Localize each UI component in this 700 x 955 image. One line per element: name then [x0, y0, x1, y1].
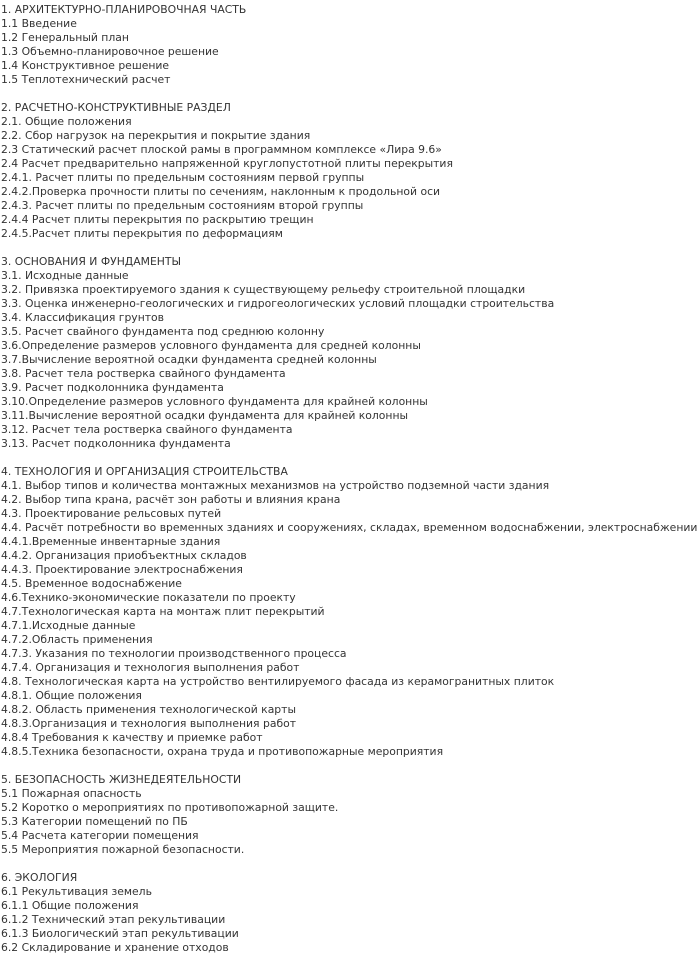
- toc-item: 3.8. Расчет тела ростверка свайного фундамента: [1, 367, 286, 380]
- toc-item: 4.3. Проектирование рельсовых путей: [1, 507, 222, 520]
- toc-item: 6.1 Рекультивация земель: [1, 885, 152, 898]
- toc-item: 2.3 Статический расчет плоской рамы в программном комплексе «Лира 9.6»: [1, 143, 442, 156]
- toc-item: 4.7.Технологическая карта на монтаж плит перекрытий: [1, 605, 325, 618]
- toc-item: 4.7.4. Организация и технология выполнения работ: [1, 661, 300, 674]
- toc-item: 4.8.5.Техника безопасности, охрана труда и противопожарные мероприятия: [1, 745, 444, 758]
- toc-item: 3.7.Вычисление вероятной осадки фундамента средней колонны: [1, 353, 377, 366]
- toc-item: 4.7.2.Область применения: [1, 633, 153, 646]
- section-heading: 4. ТЕХНОЛОГИЯ И ОРГАНИЗАЦИЯ СТРОИТЕЛЬСТВА: [1, 465, 288, 478]
- toc-item: 6.1.2 Технический этап рекультивации: [1, 913, 226, 926]
- toc-item: 4.4. Расчёт потребности во временных зданиях и сооружениях, складах, временном водоснабжении, электроснабжении: [1, 521, 698, 534]
- toc-item: 4.4.1.Временные инвентарные здания: [1, 535, 221, 548]
- table-of-contents: [1, 3, 700, 955]
- toc-item: 6.1.3 Биологический этап рекультивации: [1, 927, 239, 940]
- toc-item: 2.2. Сбор нагрузок на перекрытия и покрытие здания: [1, 129, 311, 142]
- toc-item: 3.11.Вычисление вероятной осадки фундамента для крайней колонны: [1, 409, 409, 422]
- toc-item: 3.12. Расчет тела ростверка свайного фундамента: [1, 423, 293, 436]
- toc-item: 1.2 Генеральный план: [1, 31, 129, 44]
- toc-item: 3.3. Оценка инженерно-геологических и гидрогеологических условий площадки строительства: [1, 297, 555, 310]
- toc-item: 4.7.3. Указания по технологии производственного процесса: [1, 647, 347, 660]
- toc-item: 3.5. Расчет свайного фундамента под среднюю колонну: [1, 325, 325, 338]
- toc-item: 5.2 Коротко о мероприятиях по противопожарной защите.: [1, 801, 339, 814]
- toc-item: 4.4.3. Проектирование электроснабжения: [1, 563, 243, 576]
- toc-item: 5.1 Пожарная опасность: [1, 787, 142, 800]
- toc-item: 6.2 Складирование и хранение отходов: [1, 941, 229, 954]
- toc-item: 4.8.2. Область применения технологической карты: [1, 703, 296, 716]
- section-5: [1, 773, 700, 857]
- toc-item: 3.6.Определение размеров условного фундамента для средней колонны: [1, 339, 421, 352]
- toc-item: 2.4.1. Расчет плиты по предельным состояниям первой группы: [1, 171, 365, 184]
- toc-item: 1.1 Введение: [1, 17, 77, 30]
- toc-item: 3.1. Исходные данные: [1, 269, 129, 282]
- toc-item: 4.1. Выбор типов и количества монтажных механизмов на устройство подземной части здания: [1, 479, 550, 492]
- toc-item: 4.8. Технологическая карта на устройство вентилируемого фасада из керамогранитных плиток: [1, 675, 555, 688]
- toc-item: 4.7.1.Исходные данные: [1, 619, 136, 632]
- toc-item: 2.4.2.Проверка прочности плиты по сечениям, наклонным к продольной оси: [1, 185, 441, 198]
- toc-item: 4.8.3.Организация и технология выполнения работ: [1, 717, 297, 730]
- toc-item: 2.1. Общие положения: [1, 115, 132, 128]
- toc-item: 3.10.Определение размеров условного фундамента для крайней колонны: [1, 395, 428, 408]
- section-3: [1, 255, 700, 451]
- toc-item: 1.5 Теплотехнический расчет: [1, 73, 171, 86]
- toc-item: 1.4 Конструктивное решение: [1, 59, 170, 72]
- toc-item: 2.4 Расчет предварительно напряженной круглопустотной плиты перекрытия: [1, 157, 453, 170]
- section-6: [1, 871, 700, 955]
- toc-item: 1.3 Объемно-планировочное решение: [1, 45, 219, 58]
- toc-item: 5.3 Категории помещений по ПБ: [1, 815, 188, 828]
- toc-item: 3.2. Привязка проектируемого здания к существующему рельефу строительной площадки: [1, 283, 526, 296]
- toc-item: 4.4.2. Организация приобъектных складов: [1, 549, 247, 562]
- toc-item: 4.8.1. Общие положения: [1, 689, 142, 702]
- section-heading: 2. РАСЧЕТНО-КОНСТРУКТИВНЫЕ РАЗДЕЛ: [1, 101, 231, 114]
- section-4: [1, 465, 700, 759]
- section-heading: 3. ОСНОВАНИЯ И ФУНДАМЕНТЫ: [1, 255, 182, 268]
- toc-item: 5.5 Мероприятия пожарной безопасности.: [1, 843, 245, 856]
- toc-item: 5.4 Расчета категории помещения: [1, 829, 199, 842]
- toc-item: 4.8.4 Требования к качеству и приемке работ: [1, 731, 263, 744]
- section-heading: 5. БЕЗОПАСНОСТЬ ЖИЗНЕДЕЯТЕЛЬНОСТИ: [1, 773, 242, 786]
- toc-item: 3.9. Расчет подколонника фундамента: [1, 381, 224, 394]
- section-1: [1, 3, 700, 87]
- toc-item: 4.5. Временное водоснабжение: [1, 577, 182, 590]
- toc-item: 3.4. Классификация грунтов: [1, 311, 165, 324]
- section-heading: 1. АРХИТЕКТУРНО-ПЛАНИРОВОЧНАЯ ЧАСТЬ: [1, 3, 247, 16]
- section-2: [1, 101, 700, 241]
- toc-item: 2.4.3. Расчет плиты по предельным состояниям второй группы: [1, 199, 364, 212]
- toc-item: 6.1.1 Общие положения: [1, 899, 139, 912]
- section-heading: 6. ЭКОЛОГИЯ: [1, 871, 78, 884]
- toc-item: 3.13. Расчет подколонника фундамента: [1, 437, 231, 450]
- toc-item: 4.2. Выбор типа крана, расчёт зон работы и влияния крана: [1, 493, 341, 506]
- toc-item: 2.4.4 Расчет плиты перекрытия по раскрытию трещин: [1, 213, 314, 226]
- toc-item: 4.6.Технико-экономические показатели по проекту: [1, 591, 296, 604]
- toc-item: 2.4.5.Расчет плиты перекрытия по деформациям: [1, 227, 283, 240]
